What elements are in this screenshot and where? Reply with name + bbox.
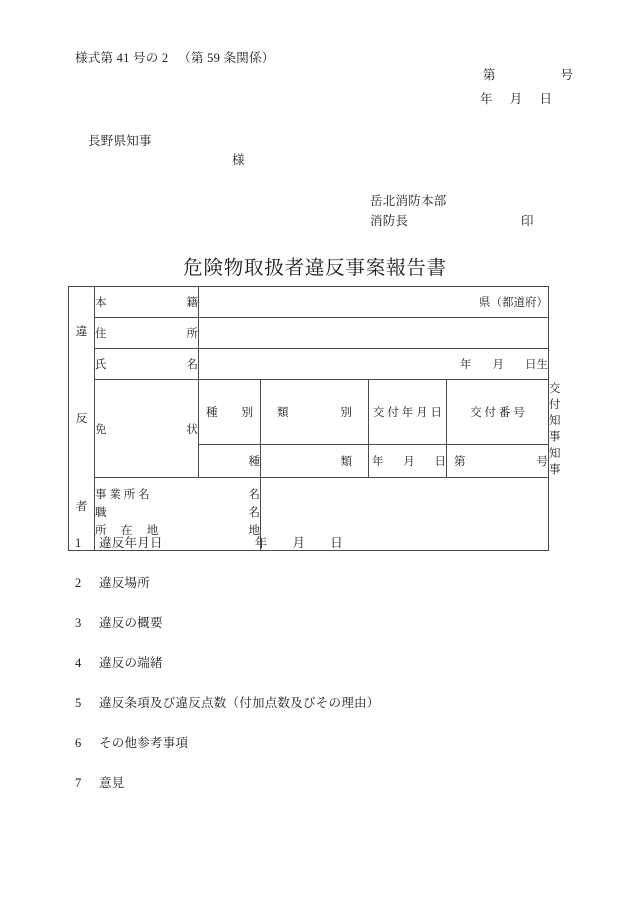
column-header-ruibetsu	[261, 380, 369, 445]
column-header-issue-date	[369, 380, 447, 445]
field-issue-date[interactable]	[369, 445, 447, 478]
item-number: 4	[75, 656, 82, 670]
item-label: 違反の概要	[99, 616, 163, 630]
item-label: 意見	[99, 776, 125, 790]
rail-char-3: 者	[75, 501, 88, 514]
table-row-jusho	[69, 318, 549, 349]
issue-date-month: 月	[403, 456, 415, 468]
document-date-year: 年	[480, 92, 493, 106]
label-job-title-a: 職	[95, 507, 107, 520]
field-shimei[interactable]	[199, 349, 549, 380]
issue-governor-suffix: 知事	[549, 448, 561, 476]
header-issue-date-label: 交 付 年 月 日	[373, 407, 442, 419]
rail-char-2: 反	[75, 413, 88, 426]
label-menjo-char1: 免	[95, 423, 107, 436]
label-menjo	[95, 380, 199, 478]
label-business-name-a: 事 業 所 名	[95, 489, 150, 502]
header-issue-number-label: 交 付 番 号	[470, 407, 525, 419]
field-ruibetsu[interactable]	[261, 445, 369, 478]
table-row-license-header	[69, 380, 549, 445]
label-shimei	[95, 349, 199, 380]
violator-information-table	[68, 286, 561, 551]
label-menjo-char2: 状	[186, 423, 198, 436]
table-row-honseki	[69, 287, 549, 318]
field-honseki[interactable]	[199, 287, 549, 318]
list-item	[75, 693, 545, 733]
list-item	[75, 573, 545, 613]
item-label: 違反年月日	[99, 536, 163, 550]
header-ruibetsu-char1: 類	[277, 407, 289, 419]
document-number-prefix: 第	[483, 68, 496, 82]
field-jusho[interactable]	[199, 318, 549, 349]
issue-date-year: 年	[372, 456, 384, 468]
item-number: 5	[75, 696, 82, 710]
column-header-issue-number	[447, 380, 549, 445]
addressee-honorific: 様	[232, 153, 245, 167]
list-item	[75, 613, 545, 653]
item-date-year: 年	[254, 536, 268, 550]
issue-date-day: 日	[434, 456, 446, 468]
issue-number-prefix: 第	[454, 456, 466, 468]
document-date-month: 月	[509, 92, 523, 106]
birthdate-day: 日生	[525, 359, 548, 371]
birthdate-line	[460, 356, 548, 372]
rail-char-1: 違	[75, 325, 88, 338]
item-label: 違反の端緒	[99, 656, 163, 670]
form-number: 様式第 41 号の 2 （第 59 条関係）	[75, 51, 275, 65]
vertical-rail-violator	[69, 287, 95, 551]
list-item	[75, 773, 545, 813]
document-number-line	[0, 65, 630, 83]
sender-title: 消防長	[370, 214, 409, 228]
item-date-month: 月	[292, 536, 306, 550]
item-number: 7	[75, 776, 82, 790]
document-date-day: 日	[539, 92, 552, 106]
table-row-shimei	[69, 349, 549, 380]
item-label: その他参考事項	[99, 736, 189, 750]
label-business-name-b: 名	[248, 489, 260, 502]
label-shimei-char1: 氏	[95, 359, 107, 371]
list-item	[75, 733, 545, 773]
item-label: 違反場所	[99, 576, 151, 590]
list-item	[75, 653, 545, 693]
item-date-day: 日	[330, 536, 343, 550]
item-number: 3	[75, 616, 82, 630]
label-honseki-char2: 籍	[186, 297, 198, 309]
header-shubetsu-char2: 別	[241, 407, 253, 419]
item-number: 6	[75, 736, 82, 750]
field-issue-number[interactable]	[447, 445, 549, 478]
field-ruibetsu-unit: 類	[340, 456, 352, 468]
header-shubetsu-char1: 種	[206, 407, 218, 419]
sender-organization: 岳北消防本部	[370, 194, 447, 208]
label-honseki-char1: 本	[95, 297, 107, 309]
label-jusho	[95, 318, 199, 349]
page-title: 危険物取扱者違反事案報告書	[183, 258, 447, 279]
birthdate-year: 年	[460, 359, 472, 371]
label-job-title-b: 名	[248, 507, 260, 520]
label-honseki	[95, 287, 199, 318]
header-ruibetsu-char2: 別	[340, 407, 352, 419]
item-number: 2	[75, 576, 82, 590]
document-number-suffix: 号	[560, 68, 573, 82]
issue-date-line	[372, 453, 446, 469]
issue-number-suffix: 号	[536, 456, 548, 468]
field-honseki-suffix: 県（都道府）	[479, 297, 548, 309]
label-shimei-char2: 名	[186, 359, 198, 371]
label-jusho-char1: 住	[95, 328, 107, 340]
label-jusho-char2: 所	[186, 328, 198, 340]
item-label: 違反条項及び違反点数（付加点数及びその理由）	[99, 696, 380, 710]
addressee: 長野県知事	[88, 134, 152, 148]
label-address-a: 所 在 地	[95, 524, 159, 537]
birthdate-month: 月	[492, 359, 504, 371]
seal-mark: 印	[521, 214, 534, 228]
item-number: 1	[75, 536, 82, 550]
list-item	[75, 533, 545, 573]
field-shubetsu-unit: 種	[248, 456, 260, 468]
document-date-line	[0, 89, 630, 107]
field-shubetsu[interactable]	[199, 445, 261, 478]
label-address-b: 地	[248, 524, 260, 537]
item-date-line[interactable]	[255, 533, 343, 551]
header-issue-governor-label: 交 付 知 事	[549, 383, 561, 443]
numbered-items-list	[75, 533, 545, 813]
column-header-shubetsu	[199, 380, 261, 445]
